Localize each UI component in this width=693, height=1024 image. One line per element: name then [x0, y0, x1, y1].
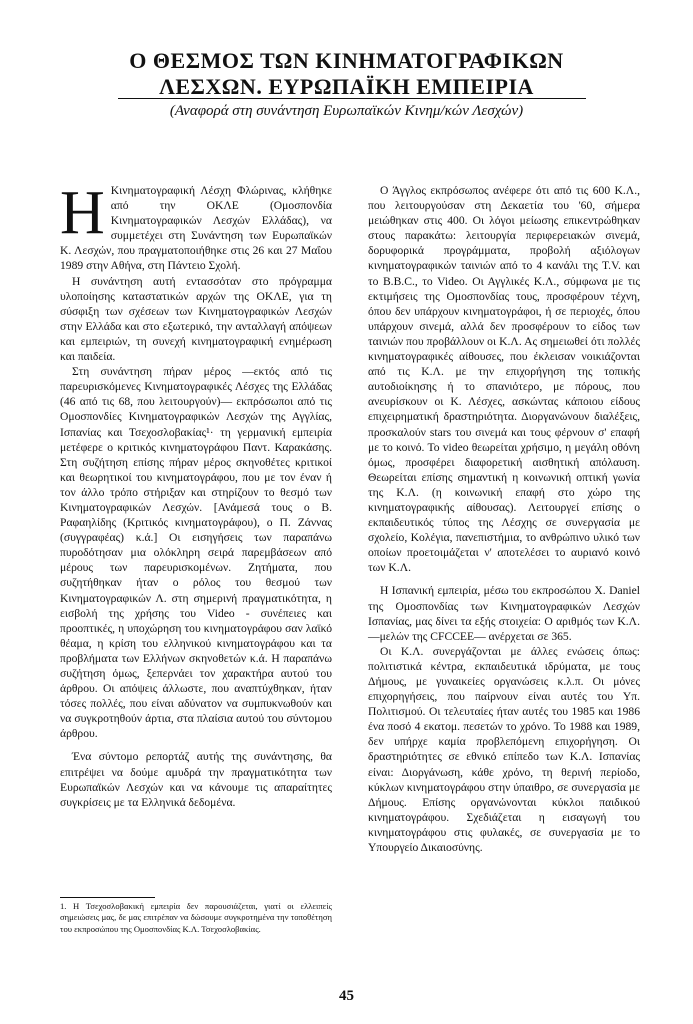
- page-number: 45: [339, 988, 354, 1004]
- article-title-line-2: ΛΕΣΧΩΝ. ΕΥΡΩΠΑΪΚΗ ΕΜΠΕΙΡΙΑ: [159, 74, 534, 99]
- paragraph-intro-text: Κινηματογραφική Λέσχη Φλώρινας, κλήθηκε από την ΟΚΛΕ (Ομοσπονδία Κινηματογραφικών Λεσχών Ελλάδας), να συμμετέχει στη Συνάντηση των Ευρωπαϊκών Κ. Λεσχών, που πραγματοποιήθηκε στις 26 και 27 Μαΐου 1989 στην Αθήνα, στη Πάντειο Σχολή.: [60, 184, 332, 273]
- paragraph: Ένα σύντομο ρεπορτάζ αυτής της συνάντησης, θα επιτρέψει να δούμε αμυδρά την πραγματικότητα των Ευρωπαϊκών Λεσχών και να κάνουμε τις απαραίτητες συγκρίσεις με τα Ελληνικά δεδομένα.: [60, 750, 332, 809]
- footnote: 1. Η Τσεχοσλοβακική εμπειρία δεν παρουσιάζεται, γιατί οι ελλειπείς σημειώσεις μας, δε μας επιτρέπαν να δώσουμε συγκροτημένα την τοποθέτηση του εκπροσώπου της Ομοσπονδίας Κ.Λ. Τσεχοσλοβακίας.: [60, 901, 332, 934]
- paragraph: Οι Κ.Λ. συνεργάζονται με άλλες ενώσεις όπως: πολιτιστικά κέντρα, εκπαιδευτικά ιδρύματα, με τους Δήμους, με γυναικείες οργανώσεις κ.λ.π. Οι μόνες επιχορηγήσεις, που παίρνουν είναι αυτές του Υπ. Πολιτισμού. Οι τελευταίες ήταν αυτές του 1985 και 1986 ένα ποσό 4 εκατομ. πεσετών το χρόνο. Το 1988 και 1989, δεν υπήρχε καμία προβλεπόμενη επιχορήγηση. Οι δραστηριότητες σε εθνικό επίπεδο των Κ.Λ. Ισπανίας είναι: Διοργάνωση, κάθε χρόνο, τη θερινή περίοδο, κύκλων κινηματογράφου στην ύπαιθρο, σε συνεργασία με Δήμους. Επίσης οργανώνονται κύκλοι παιδικού κινηματογράφου. Σχεδιάζεται η εισαγωγή του κινηματογράφου στις φυλακές, σε συνεργασία με το Υπουργείο Δικαιοσύνης.: [368, 644, 640, 855]
- footnote-divider: [60, 897, 155, 898]
- left-column: [60, 179, 332, 810]
- paragraph-intro: [60, 179, 332, 274]
- paragraph: Η Ισπανική εμπειρία, μέσω του εκπροσώπου X. Daniel της Ομοσπονδίας των Κινηματογραφικών Λεσχών Ισπανίας, μας δίνει τα εξής στοιχεία: Ο αριθμός των Κ.Λ. —μελών της CFCCEE— ανέρχεται σε 365.: [368, 584, 640, 643]
- title-rule: [118, 98, 586, 99]
- right-column: [368, 183, 640, 855]
- paragraph: Στη συνάντηση πήραν μέρος —εκτός από τις παρευρισκόμενες Κινηματογραφικές Λέσχες της Ελλάδας (46 από τις 68, που λειτουργούν)— εκπρόσωποι από τις Ομοσπονδίες Κινηματογραφικών Λεσχών της Αγγλίας, Ισπανίας και Τσεχοσλοβακίας¹· τη γερμανική εμπειρία μετέφερε ο κριτικός κινηματογράφου Παντ. Καρακάσης. Στη συζήτηση επίσης πήραν μέρος σκηνοθέτες κριτικοί και θεωρητικοί του κινηματογράφου, που με τον έναν ή τον άλλο τρόπο στήριξαν και στηρίζουν το θεσμό των Κινηματογραφικών Λεσχών. [Ανάμεσά τους ο Β. Ραφαηλίδης (Κριτικός κινηματογράφου), ο Π. Ζάννας (συγγραφέας) κ.ά.] Οι εισηγήσεις των παραπάνω πυροδότησαν μια ολόκληρη σειρά παρεμβάσεων από μέρους των παρευρισκομένων. Ζητήματα, που συζητήθηκαν ήταν ο ρόλος του θεσμού των Κινηματογραφικών Λ. στη σημερινή πραγματικότητα, η εισβολή της χρήσης του Video - συνέπειες και προοπτικές, η υποχώρηση του κινηματογράφου σαν λαϊκό θέαμα, η κρίση του ελληνικού κινηματογράφου και τα προβλήματα των Ελλήνων σκηνοθετών κ.ά. Η παραπάνω συζήτηση όμως, ξεπερνάει τον χαρακτήρα αυτού του άρθρου. Οι απόψεις άλλωστε, που αναπτύχθηκαν, ήταν τόσες πολλές, που είναι αδύνατον να συμπυκνωθούν και να συγκροτηθούν άρτια, στα πλαίσια αυτού του σύντομου άρθρου.: [60, 365, 332, 741]
- paragraph: Ο Άγγλος εκπρόσωπος ανέφερε ότι από τις 600 Κ.Λ., που λειτουργούσαν στη Δεκαετία του '60, σήμερα μειώθηκαν στις 400. Οι λόγοι μείωσης επικεντρώθηκαν στους παρακάτω: λειτουργία περιφερειακών σινεμά, δορυφορικά προγράμματα, προβολή αξιόλογων κινηματογραφικών ταινιών από το 4 κανάλι της T.V. και το B.B.C., το Video. Οι Αγγλικές Κ.Λ., σύμφωνα με τις εκτιμήσεις της Ομοσπονδίας τους, προσφέρουν τέχνη, όπου δεν υπάρχουν κινηματογράφοι, ή σε περιοχές, όπου υπάρχουν σινεμά, αλλά δεν προσφέρουν το είδος των ταινιών που προβάλλουν οι Κ.Λ. Ας σημειωθεί ότι πολλές κινηματογραφικές αίθουσες, που έκλεισαν νοικιάζονται από τις Κ.Λ. με την επιχορήγηση της τοπικής αυτοδιοίκησης ή το σπανιότερο, με πόρους, που ανευρίσκουν οι Κ. Λέσχες, ασκώντας κάποιου είδους επιχειρηματική δραστηριότητα. Διοργανώνουν διαλέξεις, προσκαλούν stars του σινεμά και τους φέρνουν σ' επαφή με το κοινό. Το video θεωρείται χρήσιμο, η μεγάλη οθόνη όμως, προσφέρει διαφορετική αισθητική απόλαυση. Θεωρείται επίσης σημαντική η κοινωνική οπτική γωνία της Κ.Λ. (η κοινωνική επαφή στο χώρο της κινηματογραφικής αίθουσας). Λειτουργεί επίσης ο εκπαιδευτικός τύπος της Λέσχης σε συνεργασία με σχολείο, Κολέγια, πανεπιστήμια, το ανθρώπινο υλικό των οποίων προετοιμάζεται ν' αποτελέσει το αυριανό κοινό των Κ.Λ.: [368, 184, 640, 575]
- paragraph: Η συνάντηση αυτή εντασσόταν στο πρόγραμμα υλοποίησης καταστατικών αρχών της ΟΚΛΕ, για τη σύσφιξη των σχέσεων των Κινηματογραφικών Λεσχών στην Ελλάδα και στο εξωτερικό, την ανταλλαγή απόψεων και εμπειριών, τη συνεχή κινηματογραφική ενημέρωση και παιδεία.: [60, 274, 332, 364]
- article-title-line-1: Ο ΘΕΣΜΟΣ ΤΩΝ ΚΙΝΗΜΑΤΟΓΡΑΦΙΚΩΝ: [129, 48, 564, 73]
- article-subtitle: (Αναφορά στη συνάντηση Ευρωπαϊκών Κινημ/κών Λεσχών): [169, 103, 524, 119]
- drop-cap: Η: [60, 179, 105, 247]
